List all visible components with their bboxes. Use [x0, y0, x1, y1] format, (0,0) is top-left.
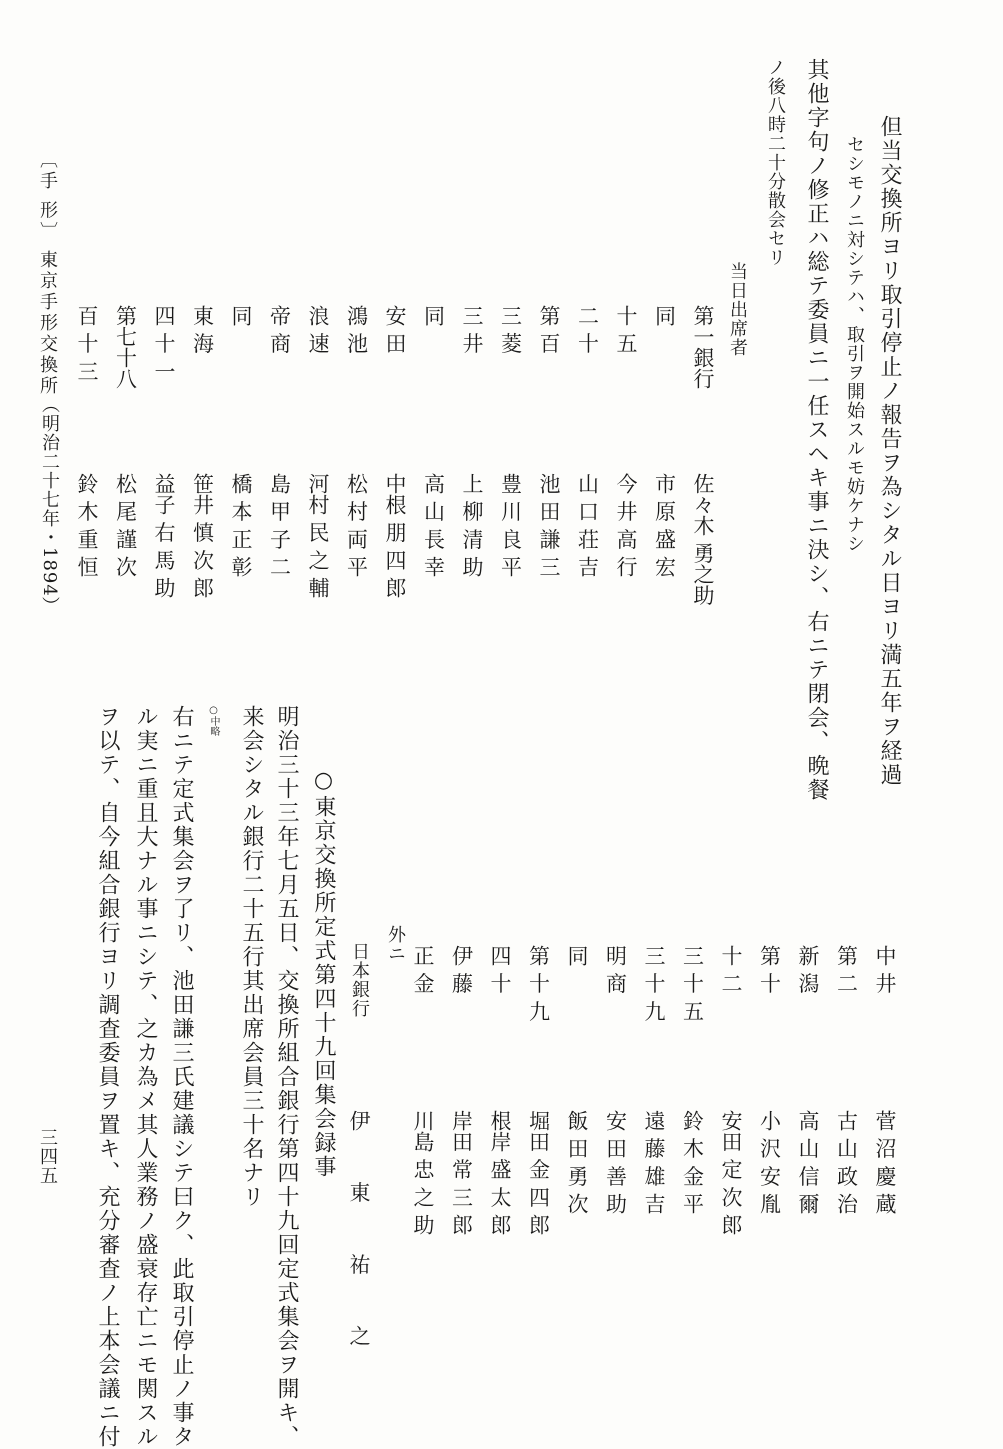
intro-line-4: ノ後八時二十分散会セリ	[765, 58, 786, 267]
header-period: （明治二十七年・1894）	[39, 395, 60, 616]
closing-line-1: 右ニテ定式集会ヲ了リ、池田謙三氏建議シテ曰ク、此取引停止ノ事タ	[169, 705, 194, 1449]
attendee-bank: 三 十 五	[680, 945, 705, 1022]
attendee-bank: 三 十 九	[642, 945, 666, 1022]
attendee-bank: 安 田	[383, 305, 407, 354]
closing-line-3: ヲ以テ、自今組合銀行ヨリ調査委員ヲ置キ、充分審査ノ上本会議ニ付	[95, 705, 120, 1449]
attendee-name: 古 山 政 治	[834, 1110, 859, 1215]
header-source: 東京手形交換所	[37, 250, 58, 397]
attendee-bank: 三 菱	[498, 305, 523, 354]
attendee-name: 鈴 木 金 平	[680, 1110, 705, 1215]
attendee-bank: 四 十	[488, 945, 512, 994]
attendee-name: 松 尾 謹 次	[113, 473, 138, 578]
attendee-bank: 第 二	[834, 945, 859, 994]
attendee-bank: 同	[229, 305, 253, 326]
attendee-bank: 帝 商	[267, 305, 292, 354]
intro-line-2: セシモノニ対シテハ、取引ヲ開始スルモ妨ケナシ	[844, 135, 865, 553]
attendee-bank: 二 十	[575, 305, 600, 354]
attendee-bank: 十 五	[614, 305, 638, 354]
attendee-bank: 三 井	[460, 305, 484, 354]
attendee-name: 岸田 常 三 郎	[449, 1110, 474, 1236]
attendee-bank: 鴻 池	[344, 305, 369, 354]
attendee-name: 松 村 両 平	[344, 473, 369, 578]
attendee-name: 飯 田 勇 次	[565, 1110, 589, 1215]
attendee-bank: 第七十八	[113, 305, 138, 389]
others-bank: 日本銀行	[349, 942, 370, 1018]
attendee-bank: 四 十 一	[152, 305, 176, 382]
attendee-bank: 十 二	[719, 945, 743, 994]
intro-line-3: 其他字句ノ修正ハ総テ委員ニ一任スヘキ事ニ決シ、右ニテ閉会、晩餐	[804, 58, 829, 802]
attendee-name: 川島 忠 之 助	[411, 1110, 435, 1236]
attendee-name: 豊 川 良 平	[498, 473, 523, 578]
attendee-name: 安 田 善 助	[603, 1110, 628, 1215]
closing-line-2: ル実ニ重且大ナル事ニシテ、之カ為メ其人業務ノ盛衰存亡ニモ関スル	[133, 705, 158, 1449]
attendee-name: 上 柳 清 助	[460, 473, 484, 578]
attendee-bank: 第 十	[757, 945, 782, 994]
attendee-name: 安田 定 次 郎	[719, 1110, 743, 1236]
attendee-name: 市 原 盛 宏	[652, 473, 677, 578]
attendee-name: 益子 右 馬 助	[152, 473, 176, 599]
section2-title: ○東京交換所定式第四十九回集会録事	[311, 768, 336, 1179]
attendee-bank: 伊 藤	[449, 945, 474, 994]
omission-mark: ○中略	[208, 705, 219, 736]
attendee-name: 遠 藤 雄 吉	[642, 1110, 666, 1215]
section2-line-1: 明治三十三年七月五日、交換所組合銀行第四十九回定式集会ヲ開キ、	[274, 705, 299, 1449]
attendee-bank: 同	[652, 305, 677, 326]
others-label: 外ニ	[385, 925, 406, 963]
intro-line-1: 但当交換所ヨリ取引停止ノ報告ヲ為シタル日ヨリ満五年ヲ経過	[877, 115, 902, 787]
attendees-label: 当日出席者	[727, 262, 748, 357]
attendee-name: 橋 本 正 彰	[229, 473, 253, 578]
attendee-bank: 東 海	[190, 305, 215, 354]
attendee-name: 菅 沼 慶 蔵	[873, 1110, 897, 1215]
attendee-name: 鈴 木 重 恒	[75, 473, 99, 578]
section2-line-2: 来会シタル銀行二十五行其出席会員三十名ナリ	[239, 705, 264, 1209]
attendee-name: 高 山 長 幸	[421, 473, 446, 578]
attendee-name: 根岸 盛 太 郎	[488, 1110, 512, 1236]
attendee-name: 高 山 信 爾	[796, 1110, 820, 1215]
attendee-bank: 同	[565, 945, 589, 966]
attendee-bank: 浪 速	[306, 305, 330, 354]
attendee-bank: 百 十 三	[75, 305, 99, 382]
attendee-bank: 第 百	[537, 305, 561, 354]
header-category: 〔手 形〕	[37, 150, 58, 243]
attendee-bank: 第 十 九	[526, 945, 551, 1022]
attendee-bank: 新 潟	[796, 945, 820, 994]
attendee-bank: 明 商	[603, 945, 628, 994]
attendee-bank: 第一銀行	[691, 305, 715, 389]
attendee-name: 中根 朋 四 郎	[383, 473, 407, 599]
attendee-bank: 正 金	[411, 945, 435, 994]
attendee-name: 池 田 謙 三	[537, 473, 561, 578]
others-name: 伊 東 祐 之	[347, 1110, 371, 1369]
attendee-name: 笹井 慎 次 郎	[190, 473, 215, 599]
attendee-bank: 中 井	[873, 945, 897, 994]
attendee-bank: 同	[421, 305, 446, 326]
attendee-name: 河村 民 之 輔	[306, 473, 330, 599]
page-number: 三四五	[37, 1128, 58, 1185]
attendee-name: 今 井 高 行	[614, 473, 638, 578]
attendee-name: 島 甲 子 二	[267, 473, 292, 578]
attendee-name: 堀田 金 四 郎	[526, 1110, 551, 1236]
attendee-name: 山 口 荘 吉	[575, 473, 600, 578]
attendee-name: 佐々木 勇之助	[691, 473, 715, 606]
attendee-name: 小 沢 安 胤	[757, 1110, 782, 1215]
